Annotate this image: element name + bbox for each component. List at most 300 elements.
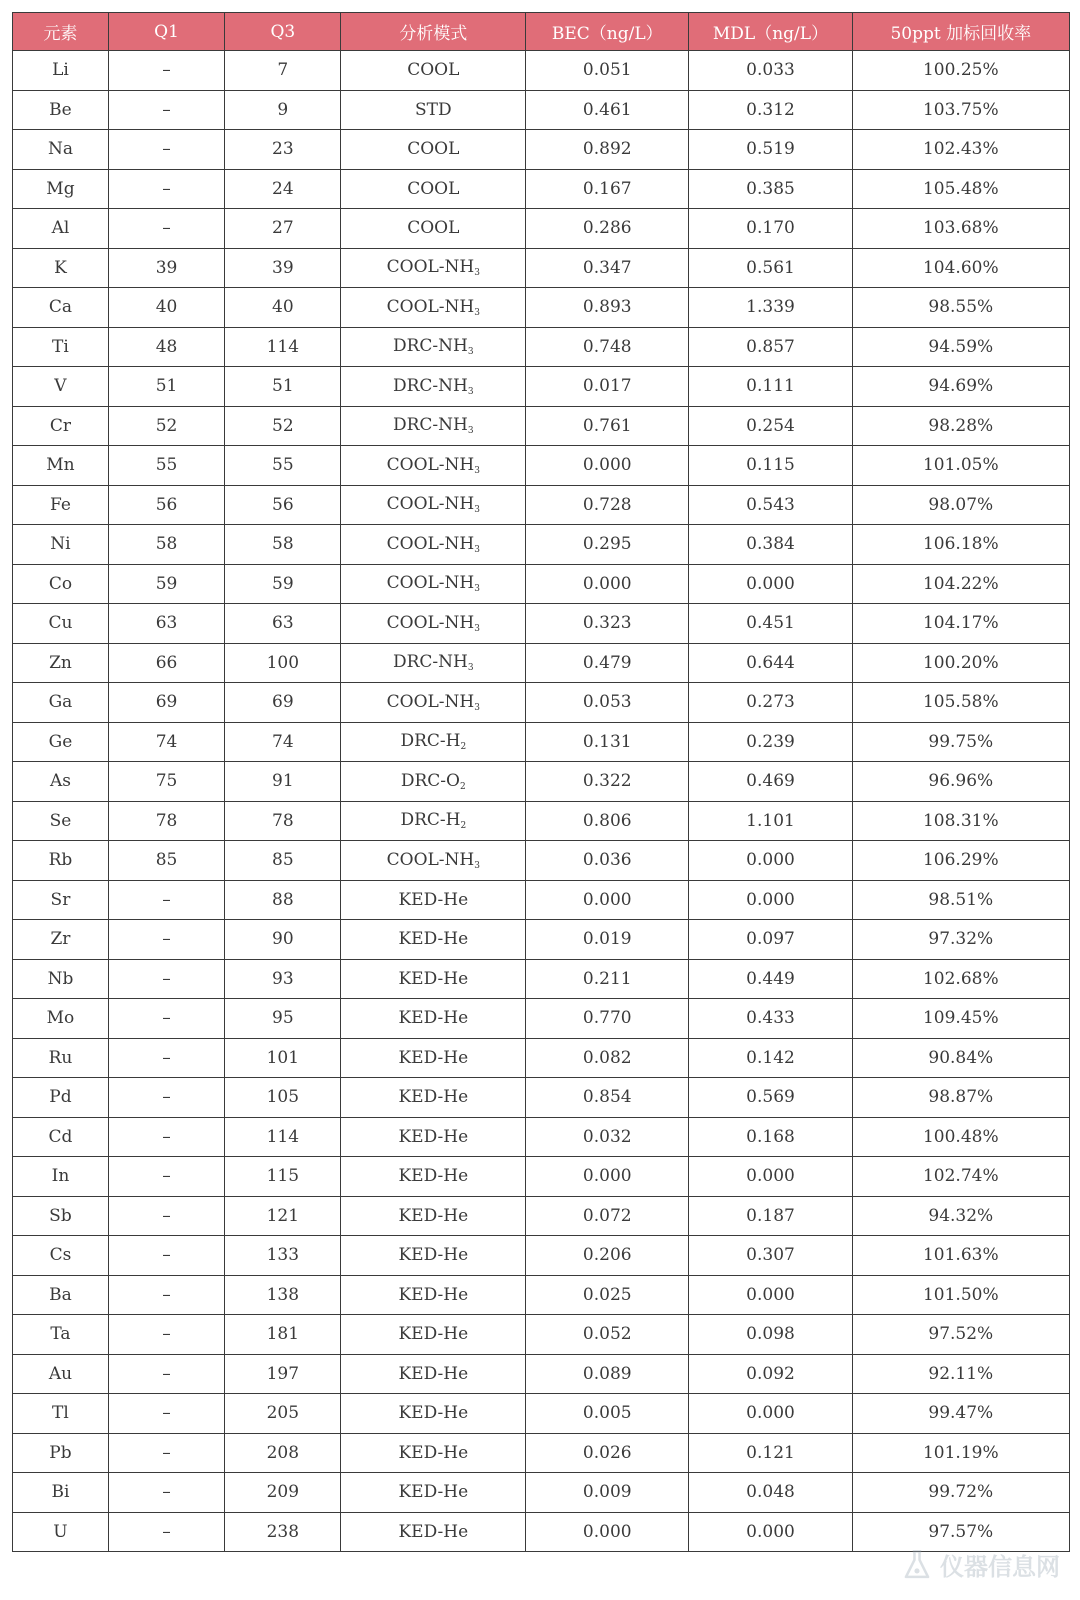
cell-element: U (13, 1512, 109, 1552)
cell-q3: 208 (225, 1433, 341, 1473)
mode-subscript: 3 (474, 584, 480, 595)
cell-mdl: 0.254 (689, 406, 852, 446)
cell-element: Mo (13, 999, 109, 1039)
cell-q3: 56 (225, 485, 341, 525)
mode-subscript: 3 (467, 347, 474, 358)
cell-q1: 51 (108, 367, 224, 407)
cell-recovery: 98.07% (852, 485, 1069, 525)
cell-element: Rb (13, 841, 109, 881)
mode-label: COOL (407, 178, 460, 199)
mode-label: KED-He (398, 1284, 469, 1305)
cell-recovery: 97.57% (852, 1512, 1069, 1552)
cell-element: Co (13, 564, 109, 604)
cell-q3: 115 (225, 1157, 341, 1197)
table-row (13, 841, 1070, 881)
mode-label: KED-He (398, 1008, 469, 1029)
cell-q1: – (108, 130, 224, 170)
cell-recovery: 101.05% (852, 446, 1069, 486)
cell-mode (341, 446, 526, 486)
cell-recovery: 101.19% (852, 1433, 1069, 1473)
cell-mdl: 0.469 (689, 762, 852, 802)
cell-mode (341, 999, 526, 1039)
cell-element: Ti (13, 327, 109, 367)
cell-element: Ni (13, 525, 109, 565)
table-row (13, 643, 1070, 683)
cell-recovery: 100.20% (852, 643, 1069, 683)
table-row (13, 406, 1070, 446)
cell-bec: 0.053 (526, 683, 689, 723)
cell-q1: – (108, 880, 224, 920)
cell-element: Ca (13, 288, 109, 328)
mode-label: KED-He (398, 1324, 469, 1345)
cell-recovery: 101.50% (852, 1275, 1069, 1315)
mode-label: STD (415, 99, 452, 120)
cell-bec: 0.051 (526, 51, 689, 91)
cell-mode (341, 1512, 526, 1552)
cell-mode (341, 722, 526, 762)
cell-mdl: 0.092 (689, 1354, 852, 1394)
cell-mode (341, 841, 526, 881)
cell-q1: 59 (108, 564, 224, 604)
mode-label: COOL-NH (386, 849, 475, 870)
cell-q3: 105 (225, 1078, 341, 1118)
cell-element: Be (13, 90, 109, 130)
cell-q3: 52 (225, 406, 341, 446)
mode-label: KED-He (398, 1087, 469, 1108)
table-row (13, 209, 1070, 249)
table-row (13, 130, 1070, 170)
cell-bec: 0.000 (526, 446, 689, 486)
cell-element: Sb (13, 1196, 109, 1236)
cell-q1: – (108, 1473, 224, 1513)
cell-recovery: 99.47% (852, 1394, 1069, 1434)
cell-recovery: 98.55% (852, 288, 1069, 328)
mode-label: DRC-NH (393, 652, 468, 673)
cell-element: Cd (13, 1117, 109, 1157)
cell-q3: 40 (225, 288, 341, 328)
cell-bec: 0.036 (526, 841, 689, 881)
cell-bec: 0.032 (526, 1117, 689, 1157)
cell-mode (341, 920, 526, 960)
mode-label: COOL-NH (386, 494, 475, 515)
cell-recovery: 98.87% (852, 1078, 1069, 1118)
cell-q1: – (108, 209, 224, 249)
cell-mdl: 0.168 (689, 1117, 852, 1157)
table-row (13, 90, 1070, 130)
cell-q3: 85 (225, 841, 341, 881)
cell-mdl: 0.451 (689, 604, 852, 644)
mode-label: DRC-H (400, 810, 461, 831)
cell-bec: 0.082 (526, 1038, 689, 1078)
cell-element: Na (13, 130, 109, 170)
cell-bec: 0.479 (526, 643, 689, 683)
cell-element: Ba (13, 1275, 109, 1315)
cell-bec: 0.748 (526, 327, 689, 367)
table-row (13, 880, 1070, 920)
column-header-bec: BEC（ng/L） (526, 13, 689, 51)
mode-subscript: 3 (467, 386, 474, 397)
cell-element: Se (13, 801, 109, 841)
cell-recovery: 101.63% (852, 1236, 1069, 1276)
cell-recovery: 106.29% (852, 841, 1069, 881)
mode-label: COOL-NH (386, 454, 475, 475)
cell-mdl: 0.273 (689, 683, 852, 723)
cell-element: In (13, 1157, 109, 1197)
cell-mdl: 0.111 (689, 367, 852, 407)
cell-mdl: 0.121 (689, 1433, 852, 1473)
cell-bec: 0.728 (526, 485, 689, 525)
column-header-element: 元素 (13, 13, 109, 51)
cell-q3: 23 (225, 130, 341, 170)
cell-recovery: 109.45% (852, 999, 1069, 1039)
cell-q3: 209 (225, 1473, 341, 1513)
table-row (13, 288, 1070, 328)
cell-q1: 40 (108, 288, 224, 328)
table-row (13, 1117, 1070, 1157)
cell-mdl: 0.239 (689, 722, 852, 762)
cell-mode (341, 1354, 526, 1394)
table-row (13, 1275, 1070, 1315)
cell-bec: 0.026 (526, 1433, 689, 1473)
mode-label: KED-He (398, 1482, 469, 1503)
cell-bec: 0.017 (526, 367, 689, 407)
cell-bec: 0.000 (526, 1157, 689, 1197)
table-row (13, 1078, 1070, 1118)
cell-mode (341, 1117, 526, 1157)
mode-label: DRC-O (400, 770, 460, 791)
column-header-recovery: 50ppt 加标回收率 (852, 13, 1069, 51)
cell-element: As (13, 762, 109, 802)
cell-q3: 51 (225, 367, 341, 407)
cell-q1: – (108, 1275, 224, 1315)
cell-q3: 24 (225, 169, 341, 209)
cell-mode (341, 327, 526, 367)
cell-q3: 91 (225, 762, 341, 802)
cell-mdl: 0.000 (689, 841, 852, 881)
cell-q3: 93 (225, 959, 341, 999)
cell-mode (341, 1394, 526, 1434)
cell-recovery: 98.28% (852, 406, 1069, 446)
cell-recovery: 99.72% (852, 1473, 1069, 1513)
cell-mdl: 1.101 (689, 801, 852, 841)
cell-mode (341, 288, 526, 328)
cell-bec: 0.761 (526, 406, 689, 446)
cell-mode (341, 762, 526, 802)
cell-recovery: 102.43% (852, 130, 1069, 170)
cell-recovery: 102.74% (852, 1157, 1069, 1197)
cell-bec: 0.005 (526, 1394, 689, 1434)
cell-element: Zr (13, 920, 109, 960)
cell-mdl: 0.000 (689, 1157, 852, 1197)
cell-q3: 205 (225, 1394, 341, 1434)
cell-mode (341, 1078, 526, 1118)
table-row (13, 51, 1070, 91)
cell-mdl: 0.000 (689, 564, 852, 604)
table-row (13, 169, 1070, 209)
cell-q3: 58 (225, 525, 341, 565)
cell-mode (341, 1157, 526, 1197)
table-row (13, 1433, 1070, 1473)
mode-label: KED-He (398, 1403, 469, 1424)
cell-q1: – (108, 51, 224, 91)
cell-q1: 85 (108, 841, 224, 881)
cell-q3: 181 (225, 1315, 341, 1355)
cell-bec: 0.167 (526, 169, 689, 209)
cell-q1: – (108, 90, 224, 130)
table-row (13, 446, 1070, 486)
mode-subscript: 3 (474, 268, 480, 279)
cell-q1: – (108, 1433, 224, 1473)
cell-recovery: 98.51% (852, 880, 1069, 920)
mode-label: KED-He (398, 1363, 469, 1384)
cell-recovery: 102.68% (852, 959, 1069, 999)
cell-q3: 78 (225, 801, 341, 841)
cell-recovery: 92.11% (852, 1354, 1069, 1394)
flask-logo-icon (900, 1548, 934, 1582)
cell-bec: 0.295 (526, 525, 689, 565)
table-row (13, 999, 1070, 1039)
cell-mode (341, 209, 526, 249)
cell-element: Ga (13, 683, 109, 723)
header-row (13, 13, 1070, 51)
cell-bec: 0.770 (526, 999, 689, 1039)
cell-mdl: 0.000 (689, 1512, 852, 1552)
cell-mdl: 0.170 (689, 209, 852, 249)
cell-bec: 0.892 (526, 130, 689, 170)
mode-subscript: 2 (460, 821, 467, 832)
cell-recovery: 96.96% (852, 762, 1069, 802)
cell-mode (341, 1038, 526, 1078)
watermark-text: 仪器信息网 (940, 1553, 1060, 1581)
cell-element: Sr (13, 880, 109, 920)
mode-subscript: 3 (474, 860, 480, 871)
mode-label: COOL (407, 60, 460, 81)
mode-label: KED-He (398, 1205, 469, 1226)
cell-recovery: 90.84% (852, 1038, 1069, 1078)
cell-mdl: 0.569 (689, 1078, 852, 1118)
cell-element: Tl (13, 1394, 109, 1434)
cell-bec: 0.286 (526, 209, 689, 249)
cell-q3: 39 (225, 248, 341, 288)
cell-bec: 0.806 (526, 801, 689, 841)
cell-element: Ta (13, 1315, 109, 1355)
cell-mode (341, 880, 526, 920)
cell-recovery: 100.48% (852, 1117, 1069, 1157)
cell-q3: 197 (225, 1354, 341, 1394)
cell-bec: 0.052 (526, 1315, 689, 1355)
cell-bec: 0.019 (526, 920, 689, 960)
mode-label: KED-He (398, 1245, 469, 1266)
table-row (13, 248, 1070, 288)
table-row (13, 1354, 1070, 1394)
cell-q3: 100 (225, 643, 341, 683)
mode-label: DRC-NH (393, 336, 468, 357)
mode-label: KED-He (398, 889, 469, 910)
table-row (13, 1196, 1070, 1236)
table-row (13, 1473, 1070, 1513)
table-row (13, 1512, 1070, 1552)
cell-q1: 58 (108, 525, 224, 565)
mode-label: KED-He (398, 1442, 469, 1463)
cell-q3: 69 (225, 683, 341, 723)
table-row (13, 564, 1070, 604)
mode-label: COOL (407, 218, 460, 239)
cell-q1: – (108, 959, 224, 999)
cell-mode (341, 525, 526, 565)
table-row (13, 1394, 1070, 1434)
cell-mode (341, 51, 526, 91)
cell-recovery: 104.17% (852, 604, 1069, 644)
mode-subscript: 3 (467, 426, 474, 437)
cell-bec: 0.000 (526, 880, 689, 920)
cell-recovery: 103.68% (852, 209, 1069, 249)
cell-mode (341, 683, 526, 723)
cell-mode (341, 367, 526, 407)
cell-mdl: 0.449 (689, 959, 852, 999)
table-header (13, 13, 1070, 51)
cell-bec: 0.072 (526, 1196, 689, 1236)
cell-mdl: 0.543 (689, 485, 852, 525)
cell-mdl: 0.519 (689, 130, 852, 170)
cell-element: Al (13, 209, 109, 249)
table-row (13, 762, 1070, 802)
cell-q3: 7 (225, 51, 341, 91)
mode-subscript: 2 (460, 742, 467, 753)
cell-recovery: 103.75% (852, 90, 1069, 130)
cell-element: Nb (13, 959, 109, 999)
cell-q1: 75 (108, 762, 224, 802)
cell-q3: 101 (225, 1038, 341, 1078)
mode-label: COOL (407, 139, 460, 160)
cell-q3: 55 (225, 446, 341, 486)
cell-recovery: 105.58% (852, 683, 1069, 723)
cell-q3: 238 (225, 1512, 341, 1552)
cell-q1: – (108, 1236, 224, 1276)
cell-bec: 0.089 (526, 1354, 689, 1394)
cell-mode (341, 801, 526, 841)
cell-mode (341, 959, 526, 999)
cell-mode (341, 1196, 526, 1236)
cell-q1: – (108, 999, 224, 1039)
cell-mdl: 0.307 (689, 1236, 852, 1276)
cell-mdl: 0.142 (689, 1038, 852, 1078)
mode-subscript: 3 (474, 307, 480, 318)
cell-q1: – (108, 1038, 224, 1078)
cell-bec: 0.000 (526, 564, 689, 604)
cell-element: Fe (13, 485, 109, 525)
cell-q3: 133 (225, 1236, 341, 1276)
cell-element: Mn (13, 446, 109, 486)
cell-bec: 0.461 (526, 90, 689, 130)
column-header-mode: 分析模式 (341, 13, 526, 51)
cell-q3: 90 (225, 920, 341, 960)
cell-recovery: 105.48% (852, 169, 1069, 209)
mode-label: KED-He (398, 1047, 469, 1068)
cell-element: Ru (13, 1038, 109, 1078)
cell-mode (341, 406, 526, 446)
cell-mdl: 0.000 (689, 880, 852, 920)
cell-q1: 69 (108, 683, 224, 723)
cell-q3: 63 (225, 604, 341, 644)
cell-element: Cu (13, 604, 109, 644)
cell-element: Zn (13, 643, 109, 683)
cell-q1: – (108, 169, 224, 209)
table-row (13, 327, 1070, 367)
mode-subscript: 3 (467, 663, 474, 674)
cell-q1: 56 (108, 485, 224, 525)
mode-label: DRC-H (400, 731, 461, 752)
cell-q1: – (108, 1117, 224, 1157)
cell-q3: 121 (225, 1196, 341, 1236)
cell-bec: 0.322 (526, 762, 689, 802)
cell-q1: 39 (108, 248, 224, 288)
cell-mdl: 0.433 (689, 999, 852, 1039)
cell-mdl: 0.115 (689, 446, 852, 486)
cell-element: Pb (13, 1433, 109, 1473)
cell-bec: 0.000 (526, 1512, 689, 1552)
cell-recovery: 97.52% (852, 1315, 1069, 1355)
mode-label: DRC-NH (393, 375, 468, 396)
cell-mode (341, 564, 526, 604)
cell-element: Ge (13, 722, 109, 762)
cell-q1: 78 (108, 801, 224, 841)
cell-q1: – (108, 1078, 224, 1118)
mode-label: COOL-NH (386, 691, 475, 712)
cell-mode (341, 604, 526, 644)
cell-q1: 63 (108, 604, 224, 644)
table-row (13, 1236, 1070, 1276)
cell-bec: 0.009 (526, 1473, 689, 1513)
cell-mode (341, 1315, 526, 1355)
cell-mdl: 0.098 (689, 1315, 852, 1355)
cell-bec: 0.206 (526, 1236, 689, 1276)
cell-recovery: 104.60% (852, 248, 1069, 288)
cell-element: K (13, 248, 109, 288)
table-row (13, 485, 1070, 525)
cell-q1: – (108, 1196, 224, 1236)
cell-mdl: 0.033 (689, 51, 852, 91)
cell-mdl: 0.048 (689, 1473, 852, 1513)
mode-subscript: 3 (474, 623, 480, 634)
cell-mdl: 1.339 (689, 288, 852, 328)
cell-element: V (13, 367, 109, 407)
mode-subscript: 3 (474, 702, 480, 713)
column-header-q3: Q3 (225, 13, 341, 51)
mode-subscript: 3 (474, 544, 480, 555)
cell-q3: 27 (225, 209, 341, 249)
cell-recovery: 106.18% (852, 525, 1069, 565)
cell-q3: 95 (225, 999, 341, 1039)
mode-label: KED-He (398, 1126, 469, 1147)
column-header-q1: Q1 (108, 13, 224, 51)
cell-recovery: 97.32% (852, 920, 1069, 960)
table-row (13, 1038, 1070, 1078)
cell-q1: – (108, 1394, 224, 1434)
cell-bec: 0.211 (526, 959, 689, 999)
cell-bec: 0.893 (526, 288, 689, 328)
cell-recovery: 94.32% (852, 1196, 1069, 1236)
cell-mode (341, 1236, 526, 1276)
mode-label: COOL-NH (386, 573, 475, 594)
cell-q1: – (108, 1315, 224, 1355)
cell-bec: 0.131 (526, 722, 689, 762)
cell-mode (341, 248, 526, 288)
cell-q1: – (108, 920, 224, 960)
results-table (12, 12, 1070, 1552)
cell-q1: 66 (108, 643, 224, 683)
cell-element: Li (13, 51, 109, 91)
cell-recovery: 100.25% (852, 51, 1069, 91)
